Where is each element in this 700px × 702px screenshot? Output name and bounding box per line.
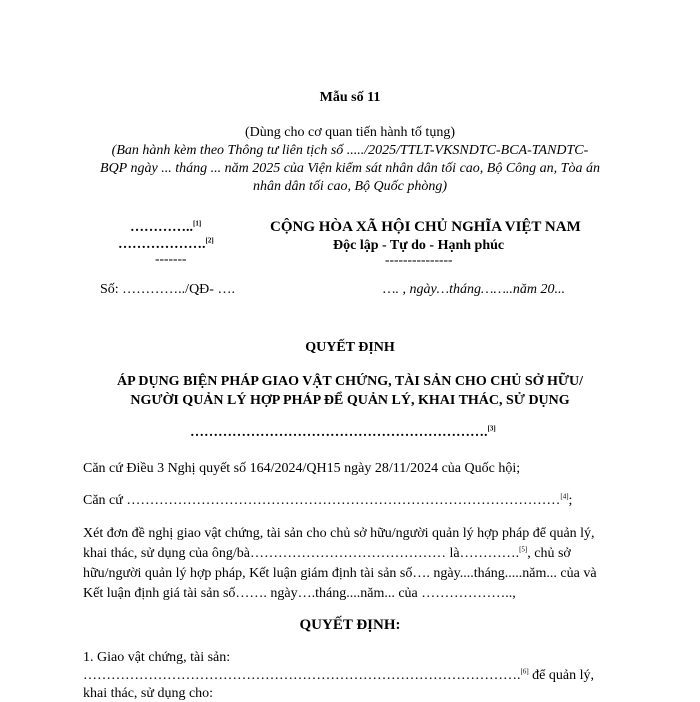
document-number: Số: …………../QĐ- …. [100, 282, 235, 297]
document-subtitle-line-1: ÁP DỤNG BIỆN PHÁP GIAO VẬT CHỨNG, TÀI SẢN CHO CHỦ SỞ HỮU/ [116, 374, 584, 389]
issuing-authority: ……………………………………………………….[3] [190, 424, 496, 440]
form-usage: (Dùng cho cơ quan tiến hành tố tụng) [245, 125, 455, 140]
document-subtitle-line-2: NGƯỜI QUẢN LÝ HỢP PHÁP ĐỂ QUẢN LÝ, KHAI THÁC, SỬ DỤNG [130, 393, 570, 408]
footnote-ref-3: [3] [487, 424, 496, 433]
motto-separator: --------------- [385, 252, 453, 267]
agency-line-1: …………..[1] [130, 219, 202, 235]
footnote-ref-2: [2] [205, 236, 214, 245]
agency-line-2: ……………….[2] [118, 236, 214, 252]
decision-item-1-continuation: khai thác, sử dụng cho: [83, 686, 214, 701]
motto: Độc lập - Tự do - Hạnh phúc [333, 238, 505, 253]
form-issued-line-1: (Ban hành kèm theo Thông tư liên tịch số ...../2025/TTLT-VKSNDTC-BCA-TANDTC- [111, 143, 589, 158]
form-issued-line-3: nhân dân tối cao, Bộ Quốc phòng) [252, 179, 448, 194]
decision-item-1-detail: ………………………………………………………………………………….[6] để quản lý, [83, 667, 594, 683]
agency-separator: ------- [155, 251, 187, 266]
document-title: QUYẾT ĐỊNH [305, 340, 395, 355]
decision-heading: QUYẾT ĐỊNH: [299, 617, 401, 633]
legal-basis-2: Căn cứ …………………………………………………………………………………[4]; [83, 492, 573, 508]
footnote-ref-1: [1] [193, 219, 202, 228]
form-issued-line-2: BQP ngày ... tháng ... năm 2025 của Viện kiểm sát nhân dân tối cao, Bộ Công an, Tòa án [100, 161, 600, 176]
consideration-paragraph: Xét đơn đề nghị giao vật chứng, tài sản cho chủ sở hữu/người quản lý hợp pháp để quản lý, khai thác, sử dụng của ông/bà…………………………………… là………….[5], chủ sở hữu/người quản lý hợp pháp, Kết luận giám định tài sản số…. ngày....tháng.....năm... của và Kết luận định giá tài sản số……. ngày….tháng....năm... của ……………….., [83, 526, 597, 601]
footnote-ref-5: [5] [519, 545, 528, 554]
form-number: Mẫu số 11 [319, 90, 381, 105]
country-name: CỘNG HÒA XÃ HỘI CHỦ NGHĨA VIỆT NAM [270, 219, 581, 235]
footnote-ref-6: [6] [520, 667, 529, 676]
footnote-ref-4: [4] [560, 492, 569, 501]
legal-basis-1: Căn cứ Điều 3 Nghị quyết số 164/2024/QH15 ngày 28/11/2024 của Quốc hội; [83, 461, 521, 476]
place-date: …. , ngày…tháng……..năm 20... [383, 282, 566, 297]
decision-item-1: 1. Giao vật chứng, tài sản: [83, 650, 231, 665]
